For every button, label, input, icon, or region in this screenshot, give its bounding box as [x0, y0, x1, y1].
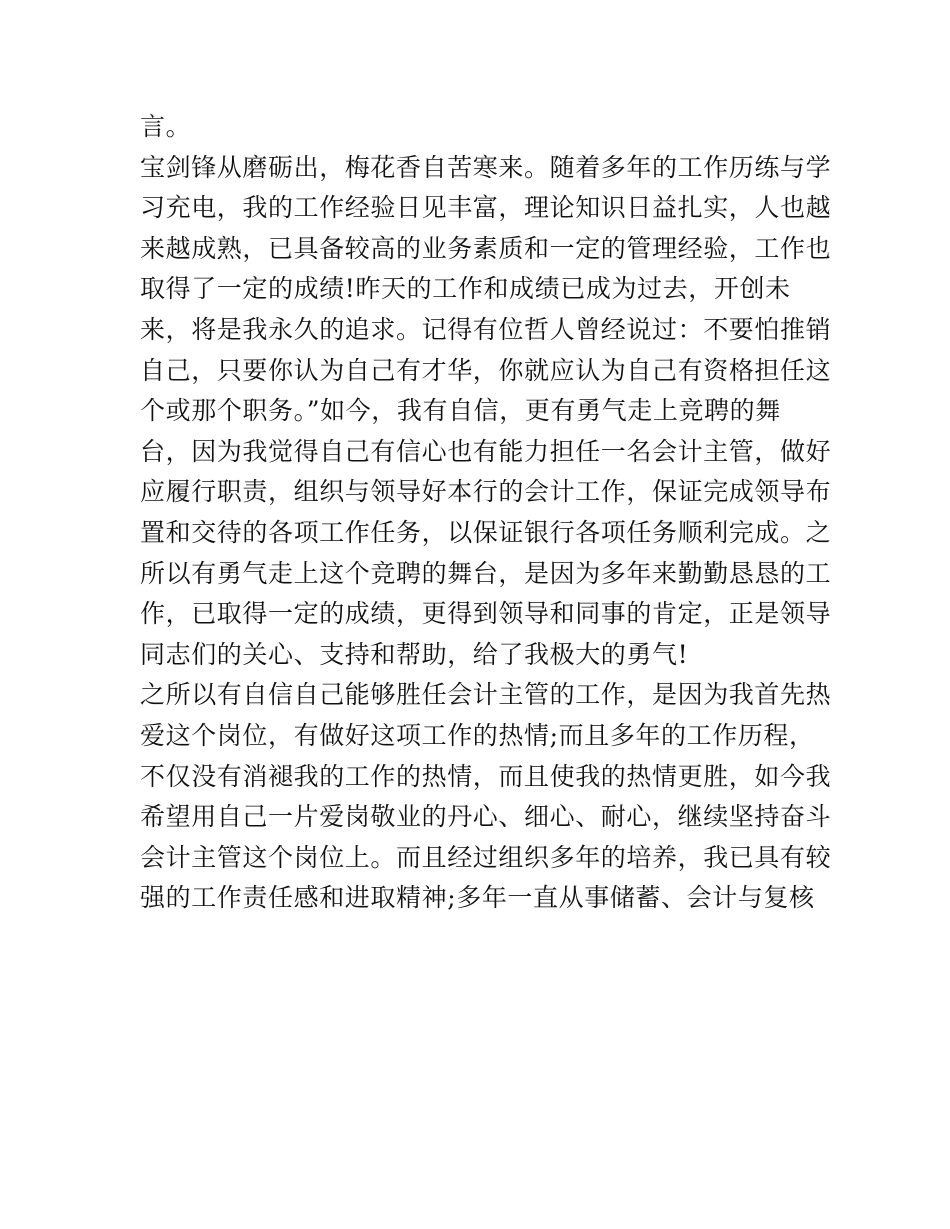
text-line: 个或那个职务。”如今，我有自信，更有勇气走上竞聘的舞	[140, 396, 781, 426]
text-line: 来，将是我永久的追求。记得有位哲人曾经说过：不要怕推销	[140, 314, 832, 344]
text-line: 习充电，我的工作经验日见丰富，理论知识日益扎实，人也越	[140, 193, 832, 223]
text-line: 置和交待的各项工作任务，以保证银行各项任务顺利完成。之	[140, 517, 832, 547]
text-line: 所以有勇气走上这个竞聘的舞台，是因为多年来勤勤恳恳的工	[140, 558, 832, 588]
text-line: 来越成熟，已具备较高的业务素质和一定的管理经验，工作也	[140, 233, 832, 263]
body-text	[140, 107, 830, 919]
text-line: 作，已取得一定的成绩，更得到领导和同事的肯定，正是领导	[140, 599, 832, 629]
text-line: 强的工作责任感和进取精神;多年一直从事储蓄、会计与复核	[140, 883, 815, 913]
text-line: 应履行职责，组织与领导好本行的会计工作，保证完成领导布	[140, 477, 832, 507]
text-line: 自己，只要你认为自己有才华，你就应认为自己有资格担任这	[140, 355, 832, 385]
text-line: 不仅没有消褪我的工作的热情，而且使我的热情更胜，如今我	[140, 761, 832, 791]
text-line: 取得了一定的成绩!昨天的工作和成绩已成为过去，开创未	[140, 274, 791, 304]
text-line: 之所以有自信自己能够胜任会计主管的工作，是因为我首先热	[140, 680, 832, 710]
text-line: 台，因为我觉得自己有信心也有能力担任一名会计主管，做好	[140, 436, 832, 466]
text-line: 宝剑锋从磨砺出，梅花香自苦寒来。随着多年的工作历练与学	[140, 152, 832, 182]
text-line: 言。	[140, 112, 192, 141]
text-line: 会计主管这个岗位上。而且经过组织多年的培养，我已具有较	[140, 842, 832, 872]
text-line: 爱这个岗位，有做好这项工作的热情;而且多年的工作历程，	[140, 720, 815, 750]
text-line: 同志们的关心、支持和帮助，给了我极大的勇气!	[140, 639, 689, 669]
text-line: 希望用自己一片爱岗敬业的丹心、细心、耐心，继续坚持奋斗	[140, 802, 832, 832]
